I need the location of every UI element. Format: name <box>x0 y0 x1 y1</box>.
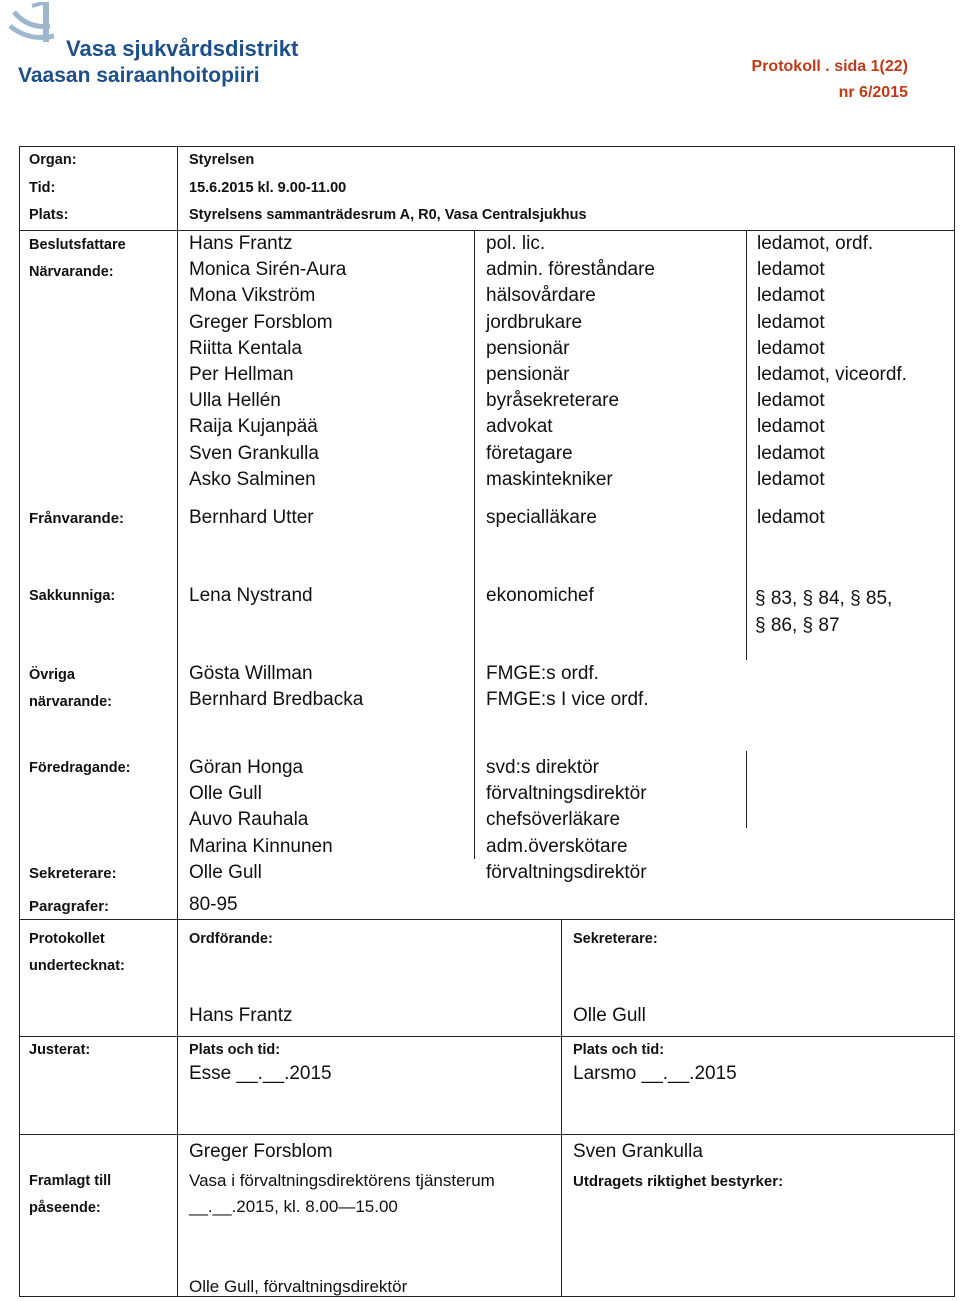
member-name: Riitta Kentala <box>189 337 303 359</box>
column-divider <box>474 230 475 859</box>
protocol-number: nr 6/2015 <box>838 84 908 101</box>
checked-name-1: Greger Forsblom <box>189 1141 333 1162</box>
posted-label <box>29 1168 111 1222</box>
organization-logo <box>6 2 306 90</box>
presenters-names <box>189 755 333 860</box>
chair-name: Hans Frantz <box>189 1005 293 1026</box>
protocol-page: Protokoll . sida 1(22) <box>751 58 908 75</box>
member-name: Asko Salminen <box>189 468 316 490</box>
place-label: Plats: <box>29 207 69 223</box>
expert-title: ekonomichef <box>486 585 594 606</box>
member-role: ledamot <box>757 416 825 438</box>
member-name: Ulla Hellén <box>189 390 281 412</box>
member-name: Raija Kujanpää <box>189 416 318 438</box>
checked-place-2: Larsmo __.__.2015 <box>573 1063 737 1084</box>
paragraphs-value: 80-95 <box>189 894 238 915</box>
present-label-text: Närvarande: <box>29 264 114 280</box>
others-label-line: Övriga <box>29 667 75 683</box>
other-name: Bernhard Bredbacka <box>189 689 364 711</box>
member-role: ledamot <box>757 259 825 281</box>
column-divider <box>177 146 178 1297</box>
member-name: Sven Grankulla <box>189 442 319 464</box>
others-names <box>189 661 363 713</box>
chair-label: Ordförande: <box>189 931 273 947</box>
posted-label-line: påseende: <box>29 1200 101 1216</box>
presenter-title: förvaltningsdirektör <box>486 783 647 805</box>
presenters-titles <box>486 755 647 860</box>
presenter-name: Göran Honga <box>189 757 304 778</box>
organ-label: Organ: <box>29 152 77 168</box>
other-title: FMGE:s ordf. <box>486 663 599 684</box>
posted-text <box>189 1168 495 1220</box>
presenter-title: adm.överskötare <box>486 835 628 857</box>
secretary-title: förvaltningsdirektör <box>486 862 647 883</box>
member-role: ledamot <box>757 311 825 333</box>
decision-makers-label: Beslutsfattare <box>29 237 126 253</box>
expert-name: Lena Nystrand <box>189 585 313 606</box>
column-divider <box>746 230 747 660</box>
member-role: ledamot <box>757 390 825 412</box>
member-role: ledamot <box>757 337 825 359</box>
expert-sections-line: § 83, § 84, § 85, <box>755 588 893 609</box>
member-title: admin. föreståndare <box>486 259 655 281</box>
protocol-info <box>752 54 908 106</box>
member-role: ledamot, viceordf. <box>757 364 907 386</box>
certify-signer: Olle Gull, förvaltningsdirektör <box>189 1277 408 1296</box>
others-label-line: närvarande: <box>29 694 113 710</box>
member-name: Mona Vikström <box>189 285 316 307</box>
member-role: ledamot <box>757 468 825 490</box>
checked-place-1: Esse __.__.2015 <box>189 1063 332 1084</box>
others-titles <box>486 661 649 713</box>
paragraphs-label: Paragrafer: <box>29 898 110 915</box>
certify-label: Utdragets riktighet bestyrker: <box>573 1173 784 1190</box>
member-title: pol. lic. <box>486 233 546 254</box>
expert-sections-line: § 86, § 87 <box>755 615 840 636</box>
column-divider <box>746 751 747 828</box>
secretary-label: Sekreterare: <box>29 865 117 882</box>
checked-name-2: Sven Grankulla <box>573 1141 703 1162</box>
member-name: Monica Sirén-Aura <box>189 259 347 281</box>
member-title: jordbrukare <box>486 311 583 333</box>
absent-name: Bernhard Utter <box>189 507 314 528</box>
expert-sections <box>755 585 892 639</box>
signed-label-line: Protokollet <box>29 931 105 947</box>
organ-value: Styrelsen <box>189 152 255 168</box>
signed-secretary-label: Sekreterare: <box>573 931 658 947</box>
member-name: Greger Forsblom <box>189 311 333 333</box>
presenters-label: Föredragande: <box>29 760 131 776</box>
member-title: pensionär <box>486 337 570 359</box>
member-name: Per Hellman <box>189 364 294 386</box>
row-divider <box>19 919 955 920</box>
member-title: pensionär <box>486 364 570 386</box>
absent-label: Frånvarande: <box>29 510 125 527</box>
member-role: ledamot <box>757 442 825 464</box>
member-role: ledamot, ordf. <box>757 233 874 254</box>
signed-label <box>29 926 125 980</box>
presenter-name: Auvo Rauhala <box>189 809 309 831</box>
checked-label: Justerat: <box>29 1042 91 1058</box>
present-titles <box>486 231 655 493</box>
org-name-swedish: Vasa sjukvårdsdistrikt <box>66 36 299 61</box>
others-label <box>29 662 112 716</box>
posted-place: Vasa i förvaltningsdirektörens tjänsterum <box>189 1171 495 1190</box>
absent-role: ledamot <box>757 507 825 528</box>
posted-label-line: Framlagt till <box>29 1173 112 1189</box>
org-name-finnish: Vaasan sairaanhoitopiiri <box>18 64 260 87</box>
other-title: FMGE:s I vice ordf. <box>486 689 649 711</box>
time-value: 15.6.2015 kl. 9.00-11.00 <box>189 180 347 196</box>
signed-secretary-name: Olle Gull <box>573 1005 646 1026</box>
presenter-name: Marina Kinnunen <box>189 835 333 857</box>
checked-place-label-1: Plats och tid: <box>189 1042 281 1058</box>
row-divider <box>19 1134 955 1135</box>
checked-place-label-2: Plats och tid: <box>573 1042 665 1058</box>
posted-time: __.__.2015, kl. 8.00—15.00 <box>189 1197 398 1216</box>
member-title: företagare <box>486 442 573 464</box>
present-names <box>189 231 346 493</box>
absent-title: specialläkare <box>486 507 597 528</box>
column-divider <box>561 919 562 1297</box>
other-name: Gösta Willman <box>189 663 313 684</box>
signed-label-line: undertecknat: <box>29 958 125 974</box>
member-title: byråsekreterare <box>486 390 620 412</box>
present-label <box>29 232 126 286</box>
logo-mark-icon <box>6 2 70 62</box>
place-value: Styrelsens sammanträdesrum A, R0, Vasa Centralsjukhus <box>189 207 587 223</box>
member-title: hälsovårdare <box>486 285 596 307</box>
member-name: Hans Frantz <box>189 233 293 254</box>
experts-label: Sakkunniga: <box>29 588 116 604</box>
member-title: advokat <box>486 416 553 438</box>
row-divider <box>19 1036 955 1037</box>
presenter-title: chefsöverläkare <box>486 809 621 831</box>
present-roles <box>757 231 907 493</box>
secretary-name: Olle Gull <box>189 862 262 883</box>
presenter-title: svd:s direktör <box>486 757 599 778</box>
member-role: ledamot <box>757 285 825 307</box>
member-title: maskintekniker <box>486 468 613 490</box>
time-label: Tid: <box>29 180 56 196</box>
presenter-name: Olle Gull <box>189 783 262 805</box>
